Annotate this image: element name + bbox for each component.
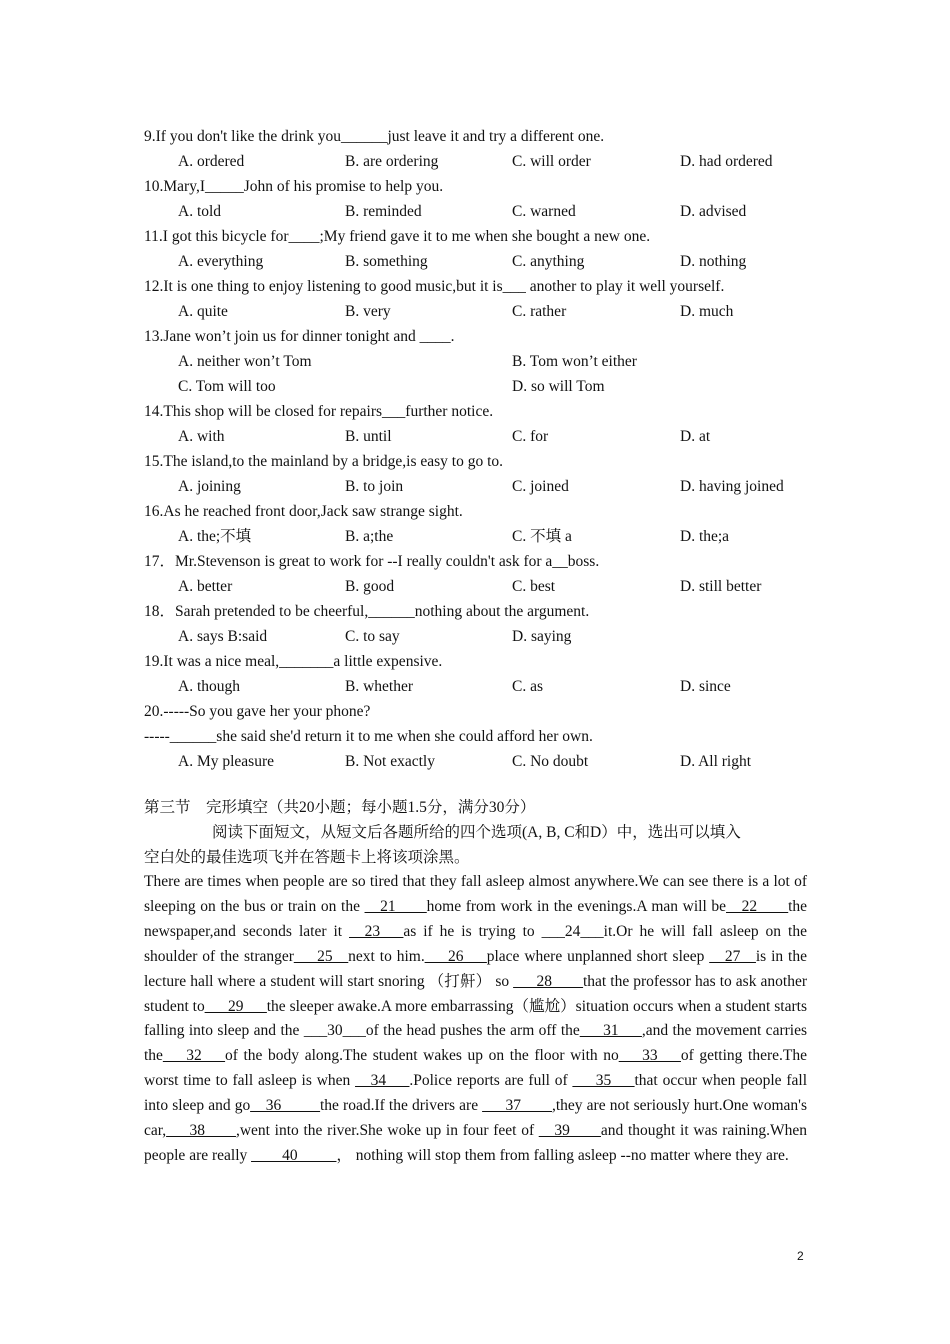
question-20 [144,699,807,774]
cloze-blank: ___33___ [618,1047,681,1065]
question-13 [144,324,807,399]
question-9 [144,124,807,174]
option-a: A. quite [178,303,228,320]
option-d: D. so will Tom [512,378,605,395]
passage-text: of getting there.The worst time to fall asleep is when [144,1047,807,1090]
section-instruction-continued: 空白处的最佳选项飞并在答题卡上将该项涂黑。 [144,849,470,866]
option-c: C. as [512,678,543,695]
option-c: C. anything [512,253,585,270]
passage-text: ,they are not seriously hurt.One woman's car, [144,1097,807,1140]
question-stem: 18．Sarah pretended to be cheerful,______nothing about the argument. [144,603,590,620]
question-14 [144,399,807,449]
question-stem: 12.It is one thing to enjoy listening to good music,but it is___ another to play it well yourself. [144,278,725,295]
question-18 [144,599,807,649]
option-b: B. very [345,303,391,320]
cloze-blank: __34___ [355,1072,410,1090]
question-stem: 17．Mr.Stevenson is great to work for --I really couldn't ask for a__boss. [144,553,600,570]
option-d: D. at [680,428,711,445]
cloze-blank: ___26___ [424,947,487,965]
option-b: B. until [345,428,392,445]
option-b: B. reminded [345,203,422,220]
option-c: C. 不填 a [512,528,572,545]
question-stem: 10.Mary,I_____John of his promise to help you. [144,178,444,195]
passage-text: and thought it was raining.When people are really [144,1122,808,1164]
options-row [144,249,807,274]
option-a: A. with [178,428,225,445]
option-a: A. told [178,203,222,220]
cloze-blank: ___32___ [162,1047,225,1065]
option-d: D. nothing [680,253,747,270]
passage-text: that the professor has to ask another student to [144,972,807,1015]
question-15 [144,449,807,499]
option-d: D. had ordered [680,153,773,170]
option-c: C. Tom will too [178,378,276,395]
option-b: B. Not exactly [345,753,435,770]
passage-text: There are times when people are so tired that they fall asleep almost anywhere.We can see there is a lot of sleeping on the bus or train on the [144,873,807,915]
question-17 [144,549,807,599]
passage-text: the newspaper,and seconds later it [144,897,807,940]
option-c: C. best [512,578,556,595]
question-stem-reply: -----______she said she'd return it to me when she could afford her own. [144,728,593,745]
question-stem: 14.This shop will be closed for repairs___further notice. [144,403,494,420]
cloze-blank: __21____ [364,897,427,915]
passage-text: next to him. [348,947,425,965]
page-number: 2 [797,1249,804,1263]
option-c: C. will order [512,153,591,170]
cloze-blank: __27__ [709,947,756,965]
option-d: D. much [680,303,734,320]
cloze-blank: __36_____ [250,1097,320,1115]
question-16 [144,499,807,549]
options-row [144,474,807,499]
options-row [144,299,807,324]
option-a: A. though [178,678,240,695]
option-a: A. everything [178,253,264,270]
passage-text: is in the lecture hall where a student will start snoring （打鼾） so [144,947,807,990]
option-a-b: A. says B:said [178,628,268,645]
passage-text: ,and the movement carries the [144,1022,807,1065]
cloze-blank: ___28____ [513,972,583,990]
cloze-blank: ___29___ [204,997,267,1015]
option-c: C. for [512,428,549,445]
option-d: D. advised [680,203,747,220]
option-a: A. better [178,578,233,595]
options-row [144,624,807,649]
cloze-blank: ___35___ [572,1072,635,1090]
passage-text: that occur when people fall into sleep and go [144,1072,807,1115]
option-c: C. to say [345,628,400,645]
option-a: A. ordered [178,153,245,170]
option-b: B. whether [345,678,414,695]
option-b: B. Tom won’t either [512,353,637,370]
option-d: D. All right [680,753,752,770]
passage-text: .Police reports are full of [409,1072,573,1090]
question-10 [144,174,807,224]
option-c: C. warned [512,203,576,220]
document-page [144,124,807,1169]
option-a: A. joining [178,478,241,495]
option-d: D. still better [680,578,762,595]
passage-text: of the body along.The student wakes up on the floor with no [224,1047,619,1065]
option-b: B. something [345,253,428,270]
cloze-blank: __22____ [726,897,789,915]
option-b: B. to join [345,478,404,495]
cloze-blank: ___38____ [166,1122,236,1140]
question-stem: 16.As he reached front door,Jack saw strange sight. [144,503,463,520]
option-b: B. are ordering [345,153,439,170]
option-d: D. the;a [680,528,730,545]
question-11 [144,224,807,274]
option-c: C. No doubt [512,753,589,770]
passage-text: home from work in the evenings.A man will be [426,897,727,915]
cloze-blank: __39____ [538,1122,601,1140]
options-row [144,674,807,699]
cloze-blank: ___37____ [482,1097,552,1115]
question-stem: 15.The island,to the mainland by a bridge,is easy to go to. [144,453,504,470]
option-d: D. saying [512,628,572,645]
cloze-passage [144,870,807,1169]
options-row [144,524,807,549]
passage-text: ， nothing will stop them from falling asleep --no matter where they are. [336,1146,789,1164]
question-stem: 20.-----So you gave her your phone? [144,703,371,720]
question-stem: 13.Jane won’t join us for dinner tonight and ____. [144,328,455,345]
question-stem: 11.I got this bicycle for____;My friend gave it to me when she bought a new one. [144,228,651,245]
option-b: B. good [345,578,395,595]
passage-text: ,went into the river.She woke up in four feet of [235,1122,539,1140]
passage-text: place where unplanned short sleep [486,947,710,965]
options-row [144,749,807,774]
question-stem: 19.It was a nice meal,_______a little expensive. [144,653,443,670]
options-row [144,574,807,599]
cloze-blank: __23___ [349,922,404,940]
passage-text: the sleeper awake.A more embarrassing（尴尬）situation occurs when a student starts falling into sleep and the ___30___of the head pushes the arm off the [144,997,807,1040]
section-spacer [144,774,807,795]
passage-text: as if he is trying to ___24___it.Or he will fall asleep on the shoulder of the stranger [144,922,807,965]
question-stem: 9.If you don't like the drink you______just leave it and try a different one. [144,128,605,145]
options-row [144,349,807,374]
passage-text: the road.If the drivers are [319,1097,483,1115]
section-instruction: 阅读下面短文，从短文后各题所给的四个选项(A, B, C和D）中，选出可以填入 [212,824,741,841]
option-a: A. neither won’t Tom [178,353,312,370]
options-row [144,424,807,449]
option-d: D. having joined [680,478,784,495]
option-c: C. rather [512,303,567,320]
options-row [144,374,807,399]
section-title: 第三节 完形填空（共20小题；每小题1.5分，满分30分） [144,799,536,816]
question-12 [144,274,807,324]
option-d: D. since [680,678,731,695]
cloze-blank: ___31___ [579,1022,642,1040]
cloze-blank: ____40_____ [251,1146,337,1164]
option-a: A. the;不填 [178,528,252,545]
option-b: B. a;the [345,528,394,545]
question-19 [144,649,807,699]
option-c: C. joined [512,478,569,495]
options-row [144,149,807,174]
options-row [144,199,807,224]
option-a: A. My pleasure [178,753,274,770]
cloze-blank: ___25__ [293,947,349,965]
